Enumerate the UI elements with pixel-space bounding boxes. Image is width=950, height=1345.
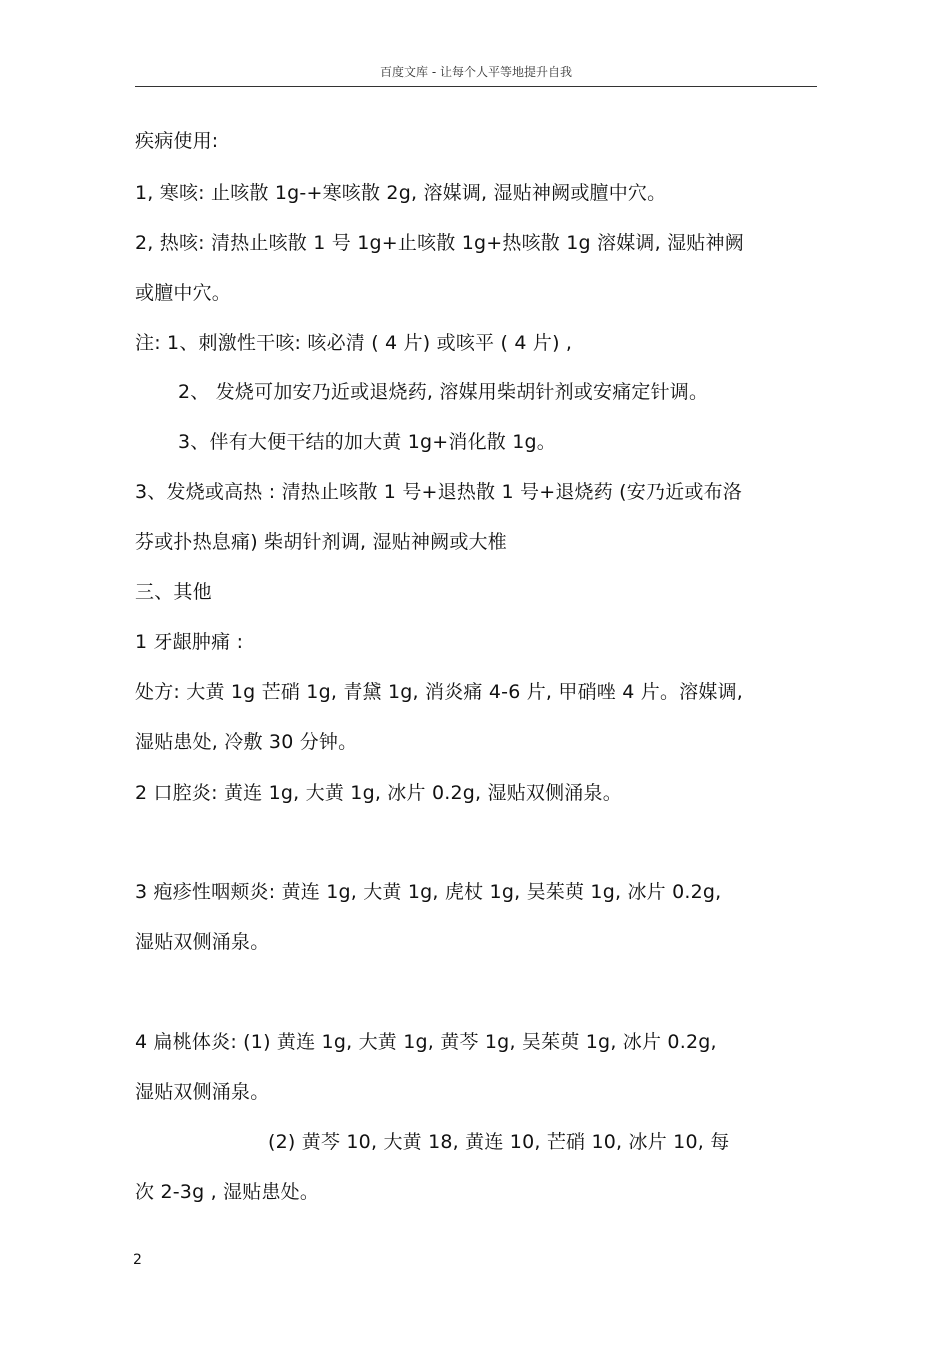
text-line: 或膻中穴。 (135, 282, 232, 304)
page-header: 百度文库 - 让每个人平等地提升自我 (135, 62, 817, 87)
text-line: 3、伴有大便干结的加大黄 1g+消化散 1g。 (178, 431, 556, 453)
text-line: 芬或扑热息痛) 柴胡针剂调, 湿贴神阙或大椎 (135, 531, 507, 553)
text-line: 湿贴患处, 冷敷 30 分钟。 (135, 731, 358, 753)
text-line: 1 牙龈肿痛 : (135, 631, 244, 653)
text-line: 湿贴双侧涌泉。 (135, 931, 270, 953)
text-line: 湿贴双侧涌泉。 (135, 1081, 270, 1103)
text-line: 3、发烧或高热 : 清热止咳散 1 号+退热散 1 号+退烧药 (安乃近或布洛 (135, 481, 742, 503)
text-line: 3 疱疹性咽颊炎: 黄连 1g, 大黄 1g, 虎杖 1g, 吴茱萸 1g, 冰片 0.2g, (135, 881, 722, 903)
text-line: 次 2-3g , 湿贴患处。 (135, 1181, 320, 1203)
page-number: 2 (133, 1252, 142, 1268)
text-line: 2、 发烧可加安乃近或退烧药, 溶媒用柴胡针剂或安痛定针调。 (178, 381, 709, 403)
text-line: 2 口腔炎: 黄连 1g, 大黄 1g, 冰片 0.2g, 湿贴双侧涌泉。 (135, 782, 622, 804)
text-line: 三、其他 (135, 581, 212, 603)
text-line: 2, 热咳: 清热止咳散 1 号 1g+止咳散 1g+热咳散 1g 溶媒调, 湿贴神阙 (135, 232, 744, 254)
text-line: (2) 黄芩 10, 大黄 18, 黄连 10, 芒硝 10, 冰片 10, 每 (268, 1131, 730, 1153)
text-line: 处方: 大黄 1g 芒硝 1g, 青黛 1g, 消炎痛 4-6 片, 甲硝唑 4 片。溶媒调, (135, 681, 744, 703)
text-line: 1, 寒咳: 止咳散 1g-+寒咳散 2g, 溶媒调, 湿贴神阙或膻中穴。 (135, 182, 667, 204)
text-line: 4 扁桃体炎: (1) 黄连 1g, 大黄 1g, 黄芩 1g, 吴茱萸 1g, 冰片 0.2g, (135, 1031, 717, 1053)
text-line: 疾病使用: (135, 130, 219, 152)
text-line: 注: 1、刺激性干咳: 咳必清 ( 4 片) 或咳平 ( 4 片) , (135, 332, 573, 354)
